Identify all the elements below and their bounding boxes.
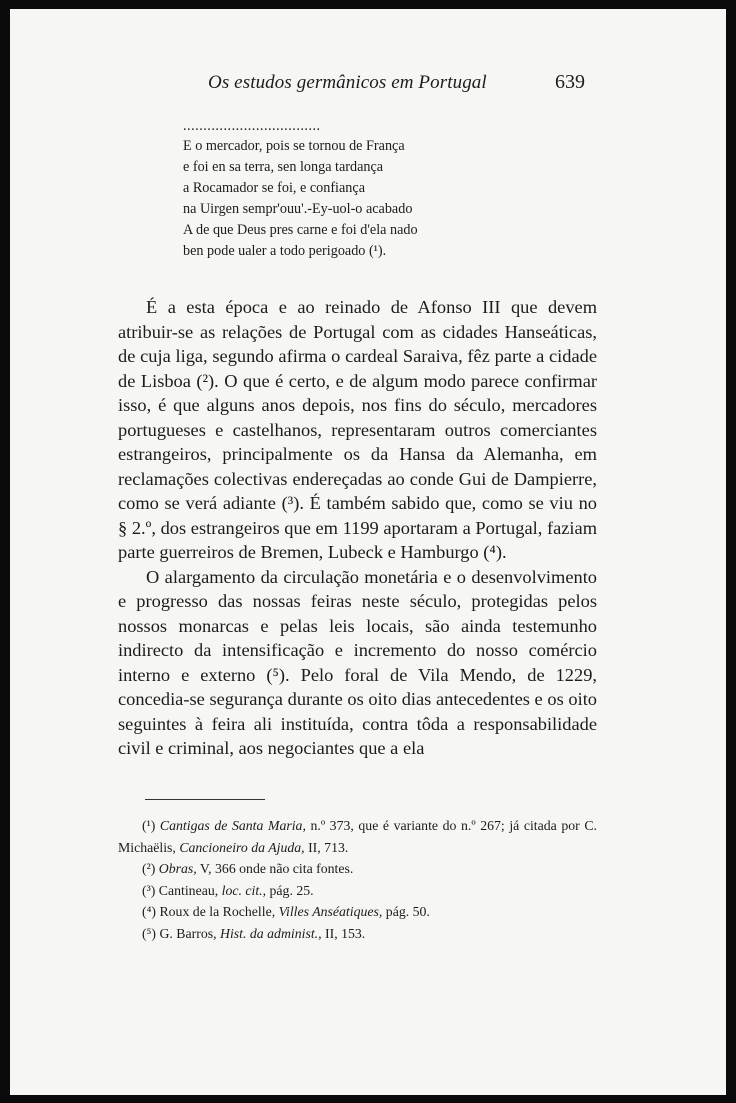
footnote-1	[118, 815, 597, 858]
verse-ellipsis: ..................................	[183, 118, 321, 134]
footnote-text: pág. 25.	[266, 882, 314, 898]
footnote-text: Cantineau,	[155, 882, 222, 898]
verse-line: A de que Deus pres carne e foi d'ela nado	[183, 222, 418, 238]
footnote-4	[118, 901, 597, 923]
paragraph: É a esta época e ao reinado de Afonso III que devem atribuir-se as relações de Portugal com as cidades Hanseáticas, de cuja liga, segundo afirma o cardeal Saraiva, fêz parte a cidade de Lisboa (²). O que é certo, e de algum modo parece confirmar isso, é que alguns anos depois, nos fins do século, mercadores portugueses e castelhanos, representaram outros comerciantes estrangeiros, principalmente os da Hansa da Alemanha, em reclamações colectivas endereçadas ao conde Gui de Dampierre, como se verá adiante (³). É também sabido que, como se viu no § 2.º, dos estrangeiros que em 1199 aportaram a Portugal, faziam parte guerreiros de Bremen, Lubeck e Hamburgo (⁴).	[118, 297, 597, 562]
running-title: Os estudos germânicos em Portugal	[208, 72, 487, 93]
verse-line: na Uirgen sempr'ouu'.-Ey-uol-o acabado	[183, 201, 413, 217]
paragraph: O alargamento da circulação monetária e o desenvolvimento e progresso das nossas feiras neste século, protegidas pelos nossos monarcas e pelas leis locais, são ainda testemunho indirecto da intensificação e incremento do nosso comércio interno e externo (⁵). Pelo foral de Vila Mendo, de 1229, concedia-se segurança durante os oito dias antecedentes e os oito seguintes à feira ali instituída, contra tôda a responsabilidade civil e criminal, aos negociantes que a ela	[118, 566, 597, 758]
footnote-mark: (⁵)	[142, 925, 156, 941]
footnote-text: II, 713.	[304, 839, 349, 855]
footnote-5	[118, 923, 597, 945]
footnote-text: Roux de la Rochelle,	[156, 904, 279, 919]
footnote-mark: (²)	[142, 861, 156, 876]
verse-quotation	[183, 119, 483, 262]
footnote-3	[118, 880, 597, 902]
footnote-mark: (⁴)	[142, 904, 156, 919]
footnote-2	[118, 858, 597, 880]
footnote-text: pág. 50.	[382, 904, 430, 919]
verse-line: e foi en sa terra, sen longa tardança	[183, 159, 384, 175]
footnote-text: n.º 373, que é variante do n.º 267; já citada por C. Michaëlis,	[118, 818, 597, 855]
page-number: 639	[555, 71, 585, 93]
footnote-title: Cantigas de Santa Maria,	[159, 818, 306, 833]
footnote-mark: (¹)	[142, 818, 156, 833]
verse-line: a Rocamador se foi, e confiança	[183, 180, 365, 196]
verse-line: E o mercador, pois se tornou de França	[183, 138, 405, 154]
book-page	[10, 9, 726, 1095]
footnote-separator	[145, 799, 265, 800]
footnote-title: Hist. da administ.,	[220, 925, 322, 941]
footnote-mark: (³)	[142, 882, 156, 898]
body-text	[118, 295, 597, 761]
footnote-text: G. Barros,	[156, 925, 220, 941]
footnote-title: loc. cit.,	[221, 882, 267, 898]
verse-line: ben pode ualer a todo perigoado (¹).	[183, 243, 387, 259]
footnote-title: Villes Anséatiques,	[278, 904, 383, 919]
page-header	[10, 69, 726, 99]
footnotes	[118, 815, 597, 944]
footnote-work: Cancioneiro da Ajuda,	[179, 839, 305, 855]
footnote-text: V, 366 onde não cita fontes.	[196, 861, 354, 876]
footnote-title: Obras,	[158, 861, 197, 876]
footnote-text: II, 153.	[321, 925, 366, 941]
